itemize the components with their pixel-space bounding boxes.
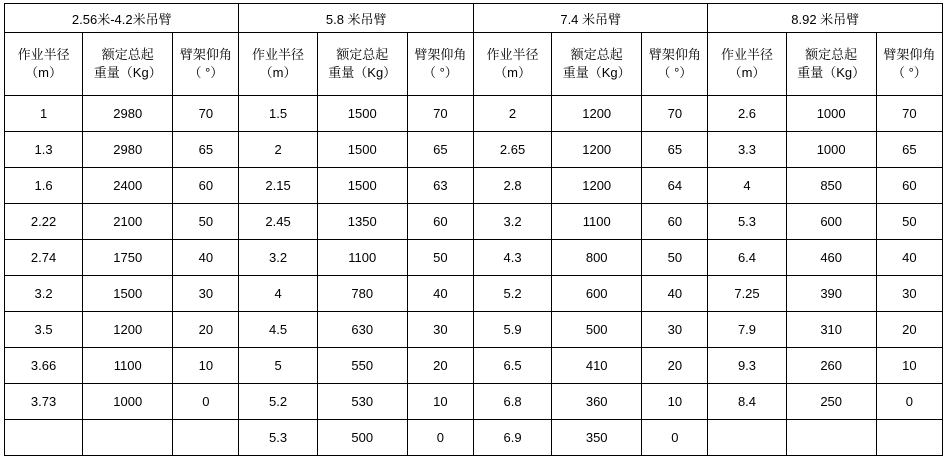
- cell-radius: 6.8: [473, 384, 551, 420]
- cell-weight: 1500: [317, 168, 407, 204]
- cell-weight: 850: [786, 168, 876, 204]
- cell-weight: 1350: [317, 204, 407, 240]
- cell-angle: 20: [407, 348, 473, 384]
- column-header-angle-line1: 臂架仰角: [883, 47, 936, 63]
- cell-angle: 40: [876, 240, 942, 276]
- column-header-weight-line2: 重量（Kg）: [562, 65, 631, 80]
- table-row: [5, 276, 943, 312]
- cell-angle: 10: [407, 384, 473, 420]
- cell-angle: 60: [173, 168, 239, 204]
- cell-radius-empty: [5, 420, 83, 456]
- column-header-radius-line1: 作业半径: [720, 47, 773, 63]
- cell-angle: 70: [642, 96, 708, 132]
- cell-angle: 20: [876, 312, 942, 348]
- cell-angle: 10: [876, 348, 942, 384]
- cell-radius: 5.9: [473, 312, 551, 348]
- cell-angle: 30: [642, 312, 708, 348]
- cell-angle: 40: [173, 240, 239, 276]
- cell-radius: 1.3: [5, 132, 83, 168]
- column-header-angle-3: [642, 33, 708, 96]
- cell-angle: 10: [173, 348, 239, 384]
- cell-radius: 5.2: [473, 276, 551, 312]
- cell-radius: 8.4: [708, 384, 786, 420]
- cell-radius: 5.3: [708, 204, 786, 240]
- cell-weight: 530: [317, 384, 407, 420]
- crane-load-chart-page: [0, 3, 947, 446]
- column-header-weight-4: [786, 33, 876, 96]
- cell-weight: 410: [552, 348, 642, 384]
- table-row: [5, 312, 943, 348]
- column-header-radius-line2: （m）: [728, 65, 766, 80]
- table-row: [5, 384, 943, 420]
- cell-weight: 600: [786, 204, 876, 240]
- cell-radius: 1: [5, 96, 83, 132]
- cell-weight: 630: [317, 312, 407, 348]
- table-row: [5, 348, 943, 384]
- cell-radius: 6.5: [473, 348, 551, 384]
- cell-radius: 2.8: [473, 168, 551, 204]
- column-header-radius-line1: 作业半径: [252, 47, 305, 63]
- cell-weight: 1000: [83, 384, 173, 420]
- cell-weight: 1000: [786, 96, 876, 132]
- cell-weight: 1100: [83, 348, 173, 384]
- column-header-weight-line2: 重量（Kg）: [328, 65, 397, 80]
- table-row: [5, 420, 943, 456]
- column-header-radius-2: [239, 33, 317, 96]
- column-header-angle-line1: 臂架仰角: [648, 47, 701, 63]
- cell-radius: 2.45: [239, 204, 317, 240]
- cell-weight: 1200: [83, 312, 173, 348]
- cell-weight-empty: [83, 420, 173, 456]
- column-header-radius-line1: 作业半径: [486, 47, 539, 63]
- column-header-radius-line2: （m）: [259, 65, 297, 80]
- cell-radius: 3.2: [5, 276, 83, 312]
- table-group-header-row: [5, 4, 943, 33]
- cell-weight: 780: [317, 276, 407, 312]
- cell-radius: 3.2: [239, 240, 317, 276]
- cell-weight: 2980: [83, 96, 173, 132]
- cell-angle: 40: [642, 276, 708, 312]
- cell-weight: 350: [552, 420, 642, 456]
- column-header-weight-3: [552, 33, 642, 96]
- cell-angle: 0: [173, 384, 239, 420]
- cell-weight: 600: [552, 276, 642, 312]
- cell-angle-empty: [876, 420, 942, 456]
- cell-angle: 40: [407, 276, 473, 312]
- cell-angle: 63: [407, 168, 473, 204]
- cell-weight: 1500: [317, 132, 407, 168]
- column-header-weight-line1: 额定总起: [101, 47, 154, 63]
- cell-angle: 0: [407, 420, 473, 456]
- cell-radius: 3.2: [473, 204, 551, 240]
- column-header-radius-3: [473, 33, 551, 96]
- cell-weight: 500: [552, 312, 642, 348]
- cell-radius: 2.22: [5, 204, 83, 240]
- cell-weight: 2100: [83, 204, 173, 240]
- column-header-weight-1: [83, 33, 173, 96]
- column-header-angle-4: [876, 33, 942, 96]
- cell-angle: 30: [876, 276, 942, 312]
- cell-radius: 6.4: [708, 240, 786, 276]
- cell-weight: 1100: [317, 240, 407, 276]
- column-header-angle-line2: （ °）: [657, 65, 693, 80]
- cell-angle: 70: [173, 96, 239, 132]
- cell-weight: 1500: [83, 276, 173, 312]
- cell-radius-empty: [708, 420, 786, 456]
- cell-weight: 1000: [786, 132, 876, 168]
- cell-weight-empty: [786, 420, 876, 456]
- cell-radius: 4: [708, 168, 786, 204]
- cell-angle: 60: [876, 168, 942, 204]
- column-header-weight-2: [317, 33, 407, 96]
- cell-radius: 9.3: [708, 348, 786, 384]
- cell-weight: 1200: [552, 168, 642, 204]
- cell-weight: 2400: [83, 168, 173, 204]
- cell-radius: 2.15: [239, 168, 317, 204]
- cell-radius: 7.9: [708, 312, 786, 348]
- group-header-boom-1: 2.56米-4.2米吊臂: [5, 4, 239, 33]
- cell-angle: 60: [407, 204, 473, 240]
- cell-radius: 2: [239, 132, 317, 168]
- cell-radius: 3.5: [5, 312, 83, 348]
- group-header-boom-2: 5.8 米吊臂: [239, 4, 473, 33]
- cell-weight: 2980: [83, 132, 173, 168]
- cell-angle: 50: [876, 204, 942, 240]
- cell-angle: 65: [173, 132, 239, 168]
- cell-radius: 5.3: [239, 420, 317, 456]
- column-header-angle-line1: 臂架仰角: [179, 47, 232, 63]
- column-header-radius-line1: 作业半径: [17, 47, 70, 63]
- column-header-angle-1: [173, 33, 239, 96]
- cell-radius: 5.2: [239, 384, 317, 420]
- table-row: [5, 168, 943, 204]
- cell-radius: 5: [239, 348, 317, 384]
- cell-weight: 250: [786, 384, 876, 420]
- cell-radius: 2.6: [708, 96, 786, 132]
- group-header-boom-4: 8.92 米吊臂: [708, 4, 943, 33]
- cell-angle: 50: [407, 240, 473, 276]
- cell-angle-empty: [173, 420, 239, 456]
- cell-angle: 30: [173, 276, 239, 312]
- cell-angle: 0: [642, 420, 708, 456]
- cell-radius: 7.25: [708, 276, 786, 312]
- cell-angle: 0: [876, 384, 942, 420]
- cell-angle: 70: [407, 96, 473, 132]
- cell-radius: 2: [473, 96, 551, 132]
- cell-angle: 70: [876, 96, 942, 132]
- column-header-weight-line1: 额定总起: [336, 47, 389, 63]
- table-row: [5, 240, 943, 276]
- column-header-angle-2: [407, 33, 473, 96]
- cell-angle: 20: [173, 312, 239, 348]
- column-header-weight-line1: 额定总起: [805, 47, 858, 63]
- cell-weight: 500: [317, 420, 407, 456]
- cell-weight: 1500: [317, 96, 407, 132]
- column-header-angle-line2: （ °）: [891, 65, 927, 80]
- cell-radius: 4: [239, 276, 317, 312]
- column-header-radius-4: [708, 33, 786, 96]
- cell-radius: 3.3: [708, 132, 786, 168]
- cell-weight: 260: [786, 348, 876, 384]
- cell-weight: 310: [786, 312, 876, 348]
- column-header-radius-line2: （m）: [25, 65, 62, 80]
- column-header-weight-line2: 重量（Kg）: [93, 65, 162, 80]
- cell-radius: 1.6: [5, 168, 83, 204]
- cell-weight: 800: [552, 240, 642, 276]
- lifting-capacity-table: [4, 3, 943, 456]
- cell-radius: 1.5: [239, 96, 317, 132]
- cell-weight: 550: [317, 348, 407, 384]
- cell-weight: 1100: [552, 204, 642, 240]
- column-header-weight-line2: 重量（Kg）: [797, 65, 866, 80]
- column-header-weight-line1: 额定总起: [570, 47, 623, 63]
- column-header-angle-line1: 臂架仰角: [414, 47, 467, 63]
- cell-radius: 3.73: [5, 384, 83, 420]
- table-row: [5, 204, 943, 240]
- table-row: [5, 132, 943, 168]
- table-column-header-row: [5, 33, 943, 96]
- cell-radius: 2.74: [5, 240, 83, 276]
- cell-weight: 1750: [83, 240, 173, 276]
- cell-weight: 360: [552, 384, 642, 420]
- cell-angle: 65: [642, 132, 708, 168]
- cell-radius: 2.65: [473, 132, 551, 168]
- cell-angle: 60: [642, 204, 708, 240]
- cell-angle: 50: [173, 204, 239, 240]
- column-header-radius-line2: （m）: [494, 65, 531, 80]
- table-row: [5, 96, 943, 132]
- cell-angle: 20: [642, 348, 708, 384]
- cell-radius: 4.5: [239, 312, 317, 348]
- column-header-angle-line2: （ °）: [188, 65, 224, 80]
- cell-weight: 460: [786, 240, 876, 276]
- cell-radius: 4.3: [473, 240, 551, 276]
- cell-angle: 50: [642, 240, 708, 276]
- cell-radius: 3.66: [5, 348, 83, 384]
- group-header-boom-3: 7.4 米吊臂: [473, 4, 707, 33]
- cell-angle: 65: [876, 132, 942, 168]
- cell-weight: 1200: [552, 96, 642, 132]
- cell-angle: 64: [642, 168, 708, 204]
- cell-weight: 390: [786, 276, 876, 312]
- column-header-radius-1: [5, 33, 83, 96]
- cell-radius: 6.9: [473, 420, 551, 456]
- column-header-angle-line2: （ °）: [422, 65, 458, 80]
- cell-weight: 1200: [552, 132, 642, 168]
- cell-angle: 10: [642, 384, 708, 420]
- cell-angle: 30: [407, 312, 473, 348]
- cell-angle: 65: [407, 132, 473, 168]
